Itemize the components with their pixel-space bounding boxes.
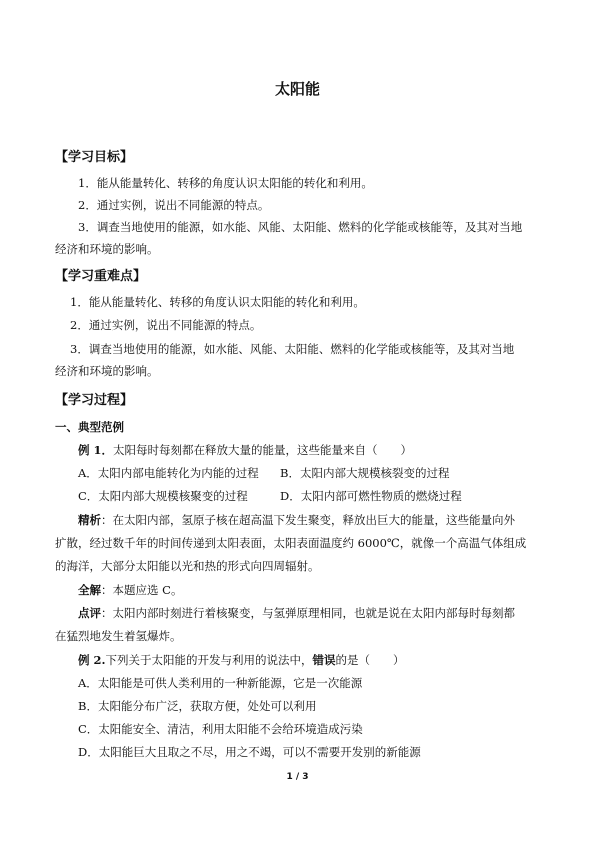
example-2-emphasis: 错误 (312, 653, 336, 667)
process-heading: 【学习过程】 (55, 393, 134, 408)
analysis-line-3: 的海洋，大部分太阳能以光和热的形式向四周辐射。 (55, 559, 320, 573)
example-2-option-a: A．太阳能是可供人类利用的一种新能源，它是一次能源 (78, 676, 363, 690)
page-number: 1 / 3 (286, 772, 309, 782)
example-2-option-b: B．太阳能分布广泛，获取方便，处处可以利用 (78, 699, 317, 713)
analysis-line-1: ：在太阳内部，氢原子核在超高温下发生聚变，释放出巨大的能量，这些能量向外 (101, 513, 515, 527)
example-1-text: 太阳每时每刻都在释放大量的能量，这些能量来自（ ） (113, 443, 413, 457)
goals-heading: 【学习目标】 (55, 150, 134, 165)
example-1-analysis (78, 513, 515, 527)
keypoints-item-3-cont: 经济和环境的影响。 (55, 364, 159, 378)
example-2-text-post: 的是（ ） (335, 653, 405, 667)
example-1-comment (78, 606, 515, 620)
example-1-answer (78, 583, 182, 597)
example-2-option-c: C．太阳能安全、清洁，利用太阳能不会给环境造成污染 (78, 722, 363, 736)
example-1-option-b: B．太阳内部大规模核裂变的过程 (280, 466, 450, 480)
keypoints-item-3: 3．调查当地使用的能源，如水能、风能、太阳能、燃料的化学能或核能等，及其对当地 (70, 342, 515, 356)
page-title: 太阳能 (274, 80, 320, 98)
example-1-question (78, 443, 412, 457)
answer-text: ：本题应选 C。 (101, 583, 183, 597)
comment-label: 点评 (78, 606, 101, 620)
goals-item-3: 3．调查当地使用的能源，如水能、风能、太阳能、燃料的化学能或核能等，及其对当地 (78, 220, 523, 234)
keypoints-item-2: 2．通过实例，说出不同能源的特点。 (70, 318, 262, 332)
example-1-label: 例 1． (78, 443, 114, 457)
example-1-option-c: C．太阳内部大规模核聚变的过程 (78, 489, 248, 503)
example-2-label: 例 2. (78, 653, 106, 667)
goals-item-3-cont: 经济和环境的影响。 (55, 242, 159, 256)
comment-line-2: 在猛烈地发生着氢爆炸。 (55, 629, 182, 643)
example-2-option-d: D．太阳能巨大且取之不尽，用之不竭，可以不需要开发别的新能源 (78, 745, 421, 759)
analysis-line-2: 扩散，经过数千年的时间传递到太阳表面，太阳表面温度约 6000℃，就像一个高温气体组成 (55, 536, 527, 550)
keypoints-item-1: 1．能从能量转化、转移的角度认识太阳能的转化和利用。 (70, 295, 365, 309)
answer-label: 全解 (78, 583, 101, 597)
example-1-option-a: A．太阳内部电能转化为内能的过程 (78, 466, 259, 480)
goals-item-2: 2．通过实例，说出不同能源的特点。 (78, 198, 270, 212)
comment-line-1: ：太阳内部时刻进行着核聚变，与氢弹原理相同，也就是说在太阳内部每时每刻都 (101, 606, 515, 620)
goals-item-1: 1．能从能量转化、转移的角度认识太阳能的转化和利用。 (78, 176, 373, 190)
example-2-text-pre: 下列关于太阳能的开发与利用的说法中， (105, 653, 313, 667)
example-1-option-d: D．太阳内部可燃性物质的燃烧过程 (280, 489, 462, 503)
example-2-question (78, 653, 405, 667)
section-heading: 一、典型范例 (55, 420, 124, 434)
analysis-label: 精析 (78, 513, 101, 527)
keypoints-heading: 【学习重难点】 (55, 269, 147, 284)
